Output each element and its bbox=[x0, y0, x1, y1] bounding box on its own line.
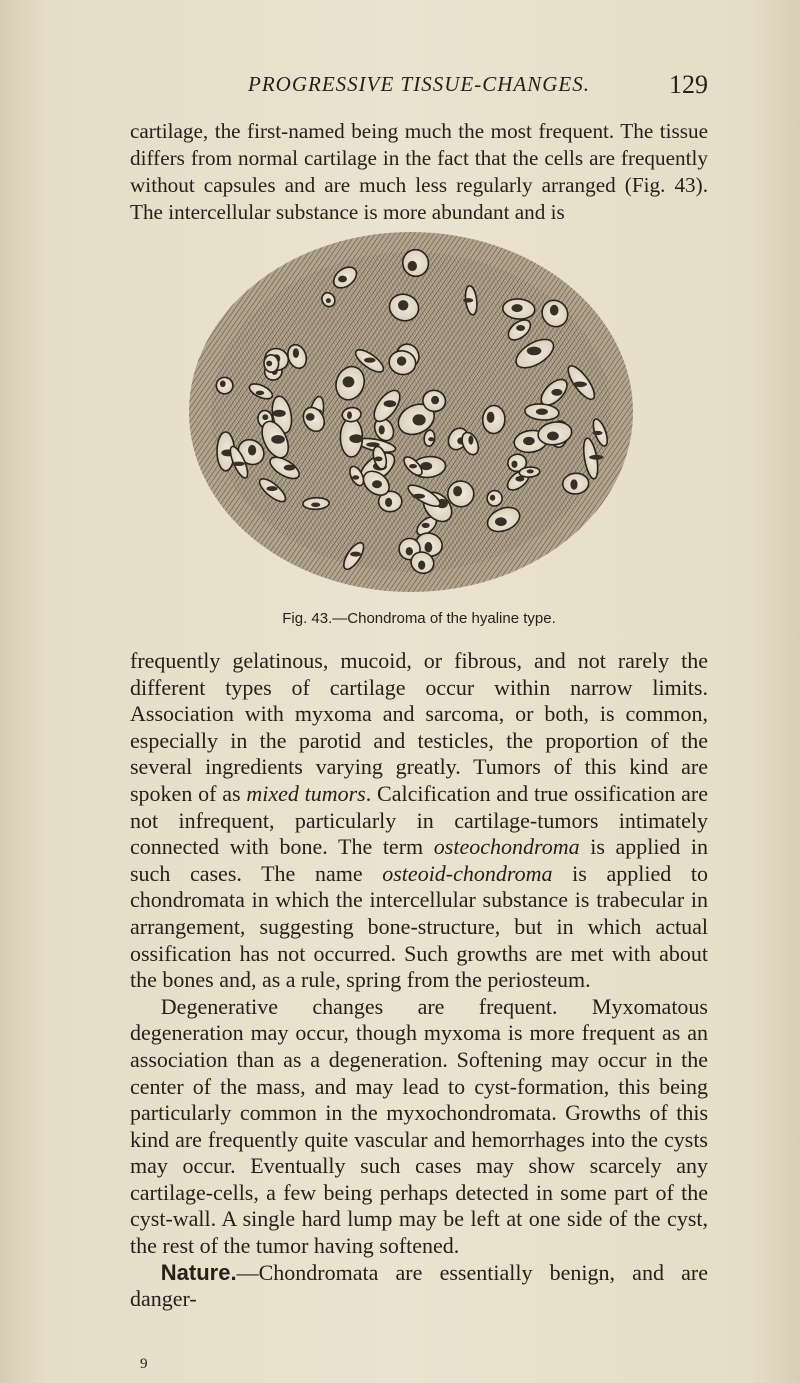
cell-nucleus bbox=[527, 469, 534, 473]
cell-nucleus bbox=[372, 480, 382, 488]
cell-nucleus bbox=[428, 437, 434, 441]
cell-nucleus bbox=[398, 300, 408, 310]
cell-nucleus bbox=[262, 414, 268, 420]
cell-nucleus bbox=[527, 347, 542, 356]
section-heading-nature: Nature. bbox=[160, 1259, 237, 1285]
cell-nucleus bbox=[385, 498, 392, 507]
cell-nucleus bbox=[256, 391, 265, 396]
cell-nucleus bbox=[463, 298, 473, 302]
cell-nucleus bbox=[220, 381, 226, 388]
paragraph-1 bbox=[130, 648, 708, 994]
paragraph-continuation: cartilage, the first-named being much the most frequent. The tissue differs from normal cartilage in the fact that the cells are frequently without capsules and are much less regularly arranged (Fig. 43). The intercellular substance is more abundant and is bbox=[130, 119, 708, 224]
para1-part-1: frequently gelatinous, mucoid, or fibrous, and not rarely the different types of cartilage occur within narrow limits. Association with myxoma and sarcoma, or both, is common, especially in the parotid and testicles, the proportion of the several ingredients varying greatly. Tumors of this kind are spoken of as bbox=[130, 648, 708, 806]
cell-nucleus bbox=[536, 409, 548, 415]
cell-nucleus bbox=[408, 261, 417, 271]
cell-nucleus bbox=[490, 495, 495, 501]
cell-nucleus bbox=[384, 400, 397, 407]
cell-nucleus bbox=[589, 455, 603, 460]
para1-part-2: . Calcification and true ossification are not infrequent, particularly in cartilage-tumors intimately connected with bone. The term bbox=[130, 780, 709, 860]
cell-nucleus bbox=[512, 304, 523, 312]
cell-nucleus bbox=[349, 434, 363, 443]
cell-nucleus bbox=[284, 465, 295, 471]
cell-nucleus bbox=[512, 461, 518, 468]
figure-chondroma-illustration bbox=[188, 222, 635, 597]
term-mixed-tumors: mixed tumors bbox=[246, 780, 366, 806]
cell-nucleus bbox=[551, 389, 562, 396]
para1-part-3: is applied in such cases. The name bbox=[130, 834, 709, 886]
cell-nucleus bbox=[248, 445, 256, 456]
cell-nucleus bbox=[271, 435, 285, 444]
cell-nucleus bbox=[397, 356, 406, 365]
cell-nucleus bbox=[343, 376, 355, 387]
page-number: 129 bbox=[669, 70, 708, 99]
cell-nucleus bbox=[273, 410, 286, 417]
cell-nucleus bbox=[266, 361, 272, 367]
cell-nucleus bbox=[306, 413, 315, 421]
cell-nucleus bbox=[352, 475, 359, 479]
cell-nucleus bbox=[233, 462, 245, 466]
cell-nucleus bbox=[338, 276, 347, 283]
term-osteochondroma: osteochondroma bbox=[433, 834, 580, 860]
cell-nucleus bbox=[379, 425, 385, 434]
cell-nucleus bbox=[374, 457, 382, 462]
cell-nucleus bbox=[266, 486, 277, 491]
cell-nucleus bbox=[326, 298, 331, 303]
cell-nucleus bbox=[523, 437, 535, 446]
cell-nucleus bbox=[453, 486, 462, 496]
para1-part-4: is applied to chondromata in which the intercellular substance is trabecular in arrangement, suggesting bone-structure, but in which actual ossification has not occurred. Such growths are met with about the bones and, as a rule, spring from the periosteum. bbox=[130, 860, 708, 993]
main-text-block bbox=[130, 648, 708, 1313]
cell-nucleus bbox=[495, 517, 507, 526]
paragraph-2: Degenerative changes are frequent. Myxomatous degeneration may occur, though myxoma is more frequent as an association than as a degeneration. Softening may occur in the center of the mass, and may lead to cyst-formation, this being particularly common in the myxochondromata. Growths of this kind are frequently quite vascular and hemorrhages into the cysts may occur. Eventually such cases may show scarcely any cartilage-cells, a few being perhaps detected in some part of the cyst-wall. A single hard lump may be left at one side of the cyst, the rest of the tumor having softened. bbox=[130, 993, 708, 1259]
cell-nucleus bbox=[431, 396, 439, 404]
cell-nucleus bbox=[570, 479, 577, 489]
cell-nucleus bbox=[550, 305, 559, 316]
cell-nucleus bbox=[468, 435, 473, 444]
cell-nucleus bbox=[364, 358, 376, 363]
cell-nucleus bbox=[412, 494, 425, 499]
paragraph-3 bbox=[130, 1260, 708, 1313]
page-header bbox=[130, 72, 708, 108]
cell-nucleus bbox=[418, 561, 425, 570]
cell-nucleus bbox=[293, 348, 299, 358]
signature-mark: 9 bbox=[140, 1356, 148, 1372]
top-text-block bbox=[130, 118, 708, 226]
figure-caption: Fig. 43.—Chondroma of the hyaline type. bbox=[282, 610, 556, 627]
cell-nucleus bbox=[593, 431, 603, 435]
cell-nucleus bbox=[487, 412, 495, 423]
cell-nucleus bbox=[516, 325, 525, 331]
cell-nucleus bbox=[350, 552, 361, 557]
cell-nucleus bbox=[406, 547, 413, 555]
cell-nucleus bbox=[347, 411, 352, 419]
running-head: PROGRESSIVE TISSUE-CHANGES. bbox=[248, 72, 590, 96]
cell-nucleus bbox=[311, 503, 320, 508]
term-osteoid-chondroma: osteoid-chondroma bbox=[382, 860, 553, 886]
cell-nucleus bbox=[425, 542, 433, 553]
cell-nucleus bbox=[409, 464, 417, 468]
cell-nucleus bbox=[413, 414, 426, 425]
cell-nucleus bbox=[422, 523, 430, 528]
cell-nucleus bbox=[573, 382, 587, 388]
cell-nucleus bbox=[547, 432, 559, 441]
para3-text: —Chondromata are essentially benign, and are danger- bbox=[130, 1259, 708, 1312]
